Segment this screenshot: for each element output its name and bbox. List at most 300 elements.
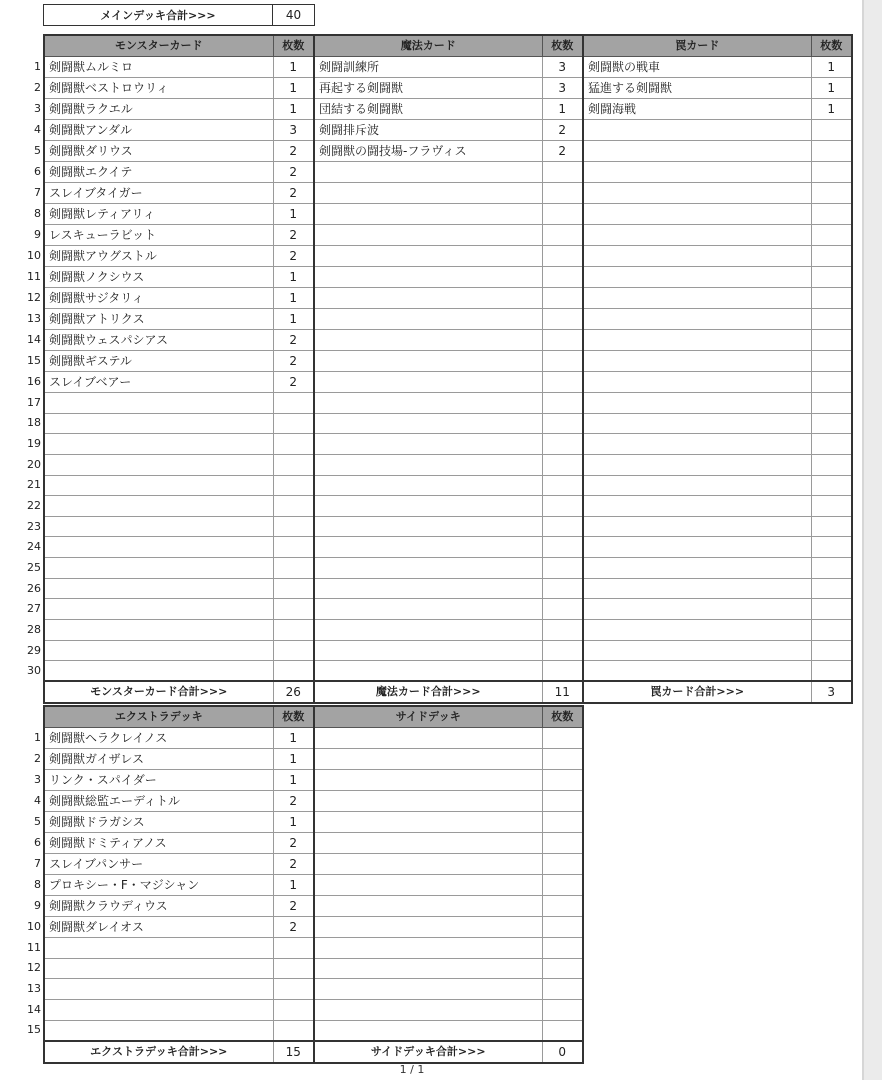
side-total-value: 0	[542, 1041, 583, 1063]
table-row	[23, 620, 852, 641]
trap-name	[583, 516, 811, 537]
row-number: 5	[34, 144, 41, 157]
spell-name: 剣闘獣の闘技場-フラヴィス	[314, 141, 542, 162]
side-name	[314, 770, 542, 791]
row-number: 1	[34, 731, 41, 744]
spell-count	[542, 496, 583, 517]
monster-count	[273, 578, 314, 599]
side-total-label: サイドデッキ合計>>>	[314, 1041, 542, 1063]
row-number: 22	[27, 499, 41, 513]
table-row	[23, 1020, 583, 1041]
monster-count: 1	[273, 78, 314, 99]
table-row	[23, 204, 852, 225]
monster-name	[44, 599, 273, 620]
extra-name: 剣闘獣ヘラクレイノス	[44, 728, 273, 749]
monster-name: 剣闘獣ムルミロ	[44, 57, 273, 78]
row-number: 18	[27, 416, 41, 430]
extra-name	[44, 958, 273, 979]
monster-name	[44, 516, 273, 537]
monster-name: 剣闘獣ノクシウス	[44, 267, 273, 288]
monster-name	[44, 393, 273, 414]
monster-count: 1	[273, 288, 314, 309]
row-number: 16	[27, 375, 41, 388]
monster-count: 2	[273, 141, 314, 162]
spell-header: 魔法カード	[314, 35, 542, 57]
monster-name	[44, 537, 273, 558]
trap-name	[583, 351, 811, 372]
monster-total-value: 26	[273, 681, 314, 703]
side-name	[314, 749, 542, 770]
spell-count	[542, 516, 583, 537]
side-name	[314, 917, 542, 938]
extra-name: 剣闘獣クラウディウス	[44, 896, 273, 917]
side-count	[542, 958, 583, 979]
spell-count	[542, 267, 583, 288]
row-number: 25	[27, 560, 41, 574]
trap-name	[583, 558, 811, 579]
table-row	[23, 728, 583, 749]
spell-name	[314, 496, 542, 517]
spell-name	[314, 454, 542, 475]
table-row	[23, 979, 583, 1000]
table-row	[23, 246, 852, 267]
spell-count	[542, 351, 583, 372]
monster-name	[44, 413, 273, 434]
spell-count	[542, 246, 583, 267]
trap-count	[811, 330, 852, 351]
trap-name	[583, 330, 811, 351]
table-row	[23, 372, 852, 393]
side-count	[542, 749, 583, 770]
row-number: 15	[27, 1023, 41, 1037]
table-row	[23, 309, 852, 330]
side-count	[542, 896, 583, 917]
table-row	[23, 537, 852, 558]
monster-name: 剣闘獣アウグストル	[44, 246, 273, 267]
extra-header-row	[23, 706, 583, 728]
row-number: 14	[27, 1002, 41, 1016]
extra-name	[44, 1020, 273, 1041]
spell-count	[542, 204, 583, 225]
extra-count: 2	[273, 854, 314, 875]
trap-count	[811, 120, 852, 141]
spell-name	[314, 516, 542, 537]
side-name	[314, 979, 542, 1000]
row-number: 21	[27, 478, 41, 492]
extra-name: 剣闘獣ドラガシス	[44, 812, 273, 833]
table-row	[23, 78, 852, 99]
monster-count: 2	[273, 162, 314, 183]
monster-name: レスキューラビット	[44, 225, 273, 246]
spell-name	[314, 267, 542, 288]
extra-count: 2	[273, 833, 314, 854]
extra-count: 2	[273, 917, 314, 938]
row-number: 12	[27, 961, 41, 975]
extra-name: プロキシー・F・マジシャン	[44, 875, 273, 896]
monster-name	[44, 558, 273, 579]
spell-name	[314, 288, 542, 309]
row-number: 5	[34, 815, 41, 828]
side-name	[314, 1020, 542, 1041]
spell-name	[314, 640, 542, 661]
extra-count	[273, 979, 314, 1000]
extra-count	[273, 999, 314, 1020]
extra-name	[44, 979, 273, 1000]
spell-name	[314, 330, 542, 351]
row-number: 11	[27, 940, 41, 954]
extra-name: 剣闘獣総監エーディトル	[44, 791, 273, 812]
side-name	[314, 896, 542, 917]
trap-count	[811, 454, 852, 475]
table-row	[23, 896, 583, 917]
row-number: 13	[27, 312, 41, 325]
monster-name	[44, 578, 273, 599]
spell-count: 3	[542, 57, 583, 78]
side-name	[314, 875, 542, 896]
row-number: 23	[27, 519, 41, 533]
table-row	[23, 661, 852, 682]
trap-name: 猛進する剣闘獣	[583, 78, 811, 99]
spell-name	[314, 309, 542, 330]
table-row	[23, 413, 852, 434]
trap-name	[583, 640, 811, 661]
row-number: 30	[27, 664, 41, 678]
spell-name	[314, 475, 542, 496]
side-count	[542, 770, 583, 791]
trap-count	[811, 246, 852, 267]
table-row	[23, 516, 852, 537]
trap-name	[583, 578, 811, 599]
spell-count	[542, 454, 583, 475]
spell-count: 1	[542, 99, 583, 120]
trap-name	[583, 162, 811, 183]
spell-total-label: 魔法カード合計>>>	[314, 681, 542, 703]
monster-name: 剣闘獣ギステル	[44, 351, 273, 372]
side-count	[542, 833, 583, 854]
table-row	[23, 393, 852, 414]
trap-count	[811, 516, 852, 537]
monster-name: 剣闘獣アンダル	[44, 120, 273, 141]
extra-count: 2	[273, 791, 314, 812]
trap-count-header: 枚数	[811, 35, 852, 57]
table-row	[23, 770, 583, 791]
spell-total-value: 11	[542, 681, 583, 703]
monster-count: 1	[273, 267, 314, 288]
side-name	[314, 791, 542, 812]
spell-count	[542, 578, 583, 599]
spell-count	[542, 162, 583, 183]
extra-totals-row	[23, 1041, 583, 1063]
table-row	[23, 183, 852, 204]
monster-count: 1	[273, 99, 314, 120]
trap-count: 1	[811, 78, 852, 99]
trap-count	[811, 475, 852, 496]
monster-name: 剣闘獣ラクエル	[44, 99, 273, 120]
spell-count	[542, 661, 583, 682]
spell-name: 再起する剣闘獣	[314, 78, 542, 99]
row-number: 2	[34, 752, 41, 765]
trap-name	[583, 267, 811, 288]
monster-count: 1	[273, 309, 314, 330]
row-number: 13	[27, 982, 41, 996]
monster-name: 剣闘獣レティアリィ	[44, 204, 273, 225]
monster-count: 2	[273, 225, 314, 246]
trap-count	[811, 288, 852, 309]
trap-count	[811, 141, 852, 162]
table-row	[23, 640, 852, 661]
table-row	[23, 854, 583, 875]
trap-name	[583, 141, 811, 162]
spell-name	[314, 246, 542, 267]
page-edge	[862, 0, 864, 1080]
trap-count: 1	[811, 57, 852, 78]
main-header-row	[23, 35, 852, 57]
table-row	[23, 99, 852, 120]
monster-name: スレイブベアー	[44, 372, 273, 393]
table-row	[23, 833, 583, 854]
monster-name: スレイブタイガー	[44, 183, 273, 204]
side-count	[542, 1020, 583, 1041]
spell-count	[542, 309, 583, 330]
monster-name: 剣闘獣ダリウス	[44, 141, 273, 162]
table-row	[23, 958, 583, 979]
trap-name	[583, 372, 811, 393]
trap-name: 剣闘獣の戦車	[583, 57, 811, 78]
extra-name: 剣闘獣ダレイオス	[44, 917, 273, 938]
table-row	[23, 225, 852, 246]
table-row	[23, 434, 852, 455]
table-row	[23, 120, 852, 141]
row-number: 2	[34, 81, 41, 94]
row-number: 11	[27, 270, 41, 283]
trap-name	[583, 413, 811, 434]
spell-count	[542, 640, 583, 661]
row-number: 4	[34, 794, 41, 807]
trap-count	[811, 183, 852, 204]
spell-name	[314, 661, 542, 682]
monster-count	[273, 475, 314, 496]
trap-count: 1	[811, 99, 852, 120]
trap-name	[583, 288, 811, 309]
spell-name: 剣闘訓練所	[314, 57, 542, 78]
row-number: 7	[34, 186, 41, 199]
side-count	[542, 979, 583, 1000]
spell-count	[542, 330, 583, 351]
spell-name	[314, 225, 542, 246]
trap-count	[811, 578, 852, 599]
spell-name	[314, 183, 542, 204]
trap-name	[583, 204, 811, 225]
table-row	[23, 288, 852, 309]
table-row	[23, 558, 852, 579]
spell-count	[542, 225, 583, 246]
monster-count	[273, 516, 314, 537]
spell-count	[542, 372, 583, 393]
side-count	[542, 917, 583, 938]
trap-count	[811, 640, 852, 661]
table-row	[23, 496, 852, 517]
page-indicator: 1 / 1	[399, 1063, 425, 1076]
row-number: 28	[27, 622, 41, 636]
spell-name: 剣闘排斥波	[314, 120, 542, 141]
side-count	[542, 812, 583, 833]
spell-count	[542, 393, 583, 414]
row-number: 10	[27, 920, 41, 933]
monster-name: 剣闘獣アトリクス	[44, 309, 273, 330]
main-deck-total-value: 40	[273, 5, 315, 26]
trap-total-label: 罠カード合計>>>	[583, 681, 811, 703]
monster-name: 剣闘獣ベストロウリィ	[44, 78, 273, 99]
monster-count	[273, 496, 314, 517]
trap-name	[583, 475, 811, 496]
monster-count	[273, 413, 314, 434]
row-number: 27	[27, 602, 41, 616]
trap-name	[583, 620, 811, 641]
table-row	[23, 749, 583, 770]
monster-name: 剣闘獣エクイテ	[44, 162, 273, 183]
trap-name	[583, 246, 811, 267]
table-row	[23, 791, 583, 812]
trap-name	[583, 309, 811, 330]
table-row	[23, 875, 583, 896]
side-count-header: 枚数	[542, 706, 583, 728]
row-number: 10	[27, 249, 41, 262]
extra-name: 剣闘獣ドミティアノス	[44, 833, 273, 854]
trap-count	[811, 372, 852, 393]
spell-count	[542, 599, 583, 620]
extra-name	[44, 938, 273, 959]
trap-name	[583, 120, 811, 141]
main-deck-table	[23, 34, 853, 704]
table-row	[23, 162, 852, 183]
spell-count	[542, 558, 583, 579]
monster-name: 剣闘獣サジタリィ	[44, 288, 273, 309]
extra-count	[273, 1020, 314, 1041]
trap-name	[583, 599, 811, 620]
spell-count: 3	[542, 78, 583, 99]
monster-name	[44, 454, 273, 475]
monster-count	[273, 434, 314, 455]
main-totals-row	[23, 681, 852, 703]
trap-count	[811, 351, 852, 372]
spell-count	[542, 620, 583, 641]
side-name	[314, 833, 542, 854]
trap-count	[811, 162, 852, 183]
monster-count: 2	[273, 330, 314, 351]
monster-name	[44, 661, 273, 682]
spell-name	[314, 578, 542, 599]
trap-count	[811, 393, 852, 414]
table-row	[23, 141, 852, 162]
extra-count: 1	[273, 770, 314, 791]
table-row	[23, 999, 583, 1020]
extra-side-table	[23, 705, 584, 1064]
extra-total-value: 15	[273, 1041, 314, 1063]
table-row	[23, 917, 583, 938]
side-name	[314, 938, 542, 959]
monster-count: 2	[273, 246, 314, 267]
trap-count	[811, 267, 852, 288]
side-count	[542, 875, 583, 896]
trap-name	[583, 434, 811, 455]
row-number: 26	[27, 581, 41, 595]
spell-name	[314, 372, 542, 393]
row-number: 8	[34, 207, 41, 220]
side-name	[314, 854, 542, 875]
spell-count	[542, 434, 583, 455]
monster-count	[273, 640, 314, 661]
row-number: 8	[34, 878, 41, 891]
trap-count	[811, 309, 852, 330]
trap-count	[811, 537, 852, 558]
extra-total-label: エクストラデッキ合計>>>	[44, 1041, 273, 1063]
table-row	[23, 57, 852, 78]
trap-count	[811, 599, 852, 620]
table-row	[23, 330, 852, 351]
spell-name: 団結する剣闘獣	[314, 99, 542, 120]
table-row	[23, 475, 852, 496]
trap-name	[583, 393, 811, 414]
monster-count: 2	[273, 351, 314, 372]
extra-name: スレイブパンサー	[44, 854, 273, 875]
spell-count	[542, 475, 583, 496]
row-number: 4	[34, 123, 41, 136]
spell-name	[314, 537, 542, 558]
extra-count: 1	[273, 728, 314, 749]
trap-total-value: 3	[811, 681, 852, 703]
side-name	[314, 958, 542, 979]
spell-count: 2	[542, 120, 583, 141]
side-name	[314, 812, 542, 833]
side-name	[314, 999, 542, 1020]
spell-count	[542, 537, 583, 558]
trap-count	[811, 496, 852, 517]
monster-name	[44, 620, 273, 641]
trap-name	[583, 661, 811, 682]
trap-header: 罠カード	[583, 35, 811, 57]
monster-count: 2	[273, 183, 314, 204]
spell-count	[542, 288, 583, 309]
monster-count	[273, 661, 314, 682]
side-name	[314, 728, 542, 749]
trap-name	[583, 537, 811, 558]
row-number: 3	[34, 102, 41, 115]
spell-count	[542, 183, 583, 204]
trap-name	[583, 454, 811, 475]
monster-count	[273, 599, 314, 620]
spell-name	[314, 620, 542, 641]
side-count	[542, 854, 583, 875]
trap-count	[811, 413, 852, 434]
row-number: 1	[34, 60, 41, 73]
trap-name: 剣闘海戦	[583, 99, 811, 120]
spell-count: 2	[542, 141, 583, 162]
row-number: 9	[34, 228, 41, 241]
spell-name	[314, 413, 542, 434]
extra-name: リンク・スパイダー	[44, 770, 273, 791]
monster-count	[273, 620, 314, 641]
row-number: 7	[34, 857, 41, 870]
extra-count	[273, 958, 314, 979]
extra-name: 剣闘獣ガイザレス	[44, 749, 273, 770]
monster-count: 2	[273, 372, 314, 393]
monster-count: 3	[273, 120, 314, 141]
monster-name	[44, 475, 273, 496]
monster-count: 1	[273, 57, 314, 78]
monster-count-header: 枚数	[273, 35, 314, 57]
spell-name	[314, 434, 542, 455]
extra-count: 2	[273, 896, 314, 917]
